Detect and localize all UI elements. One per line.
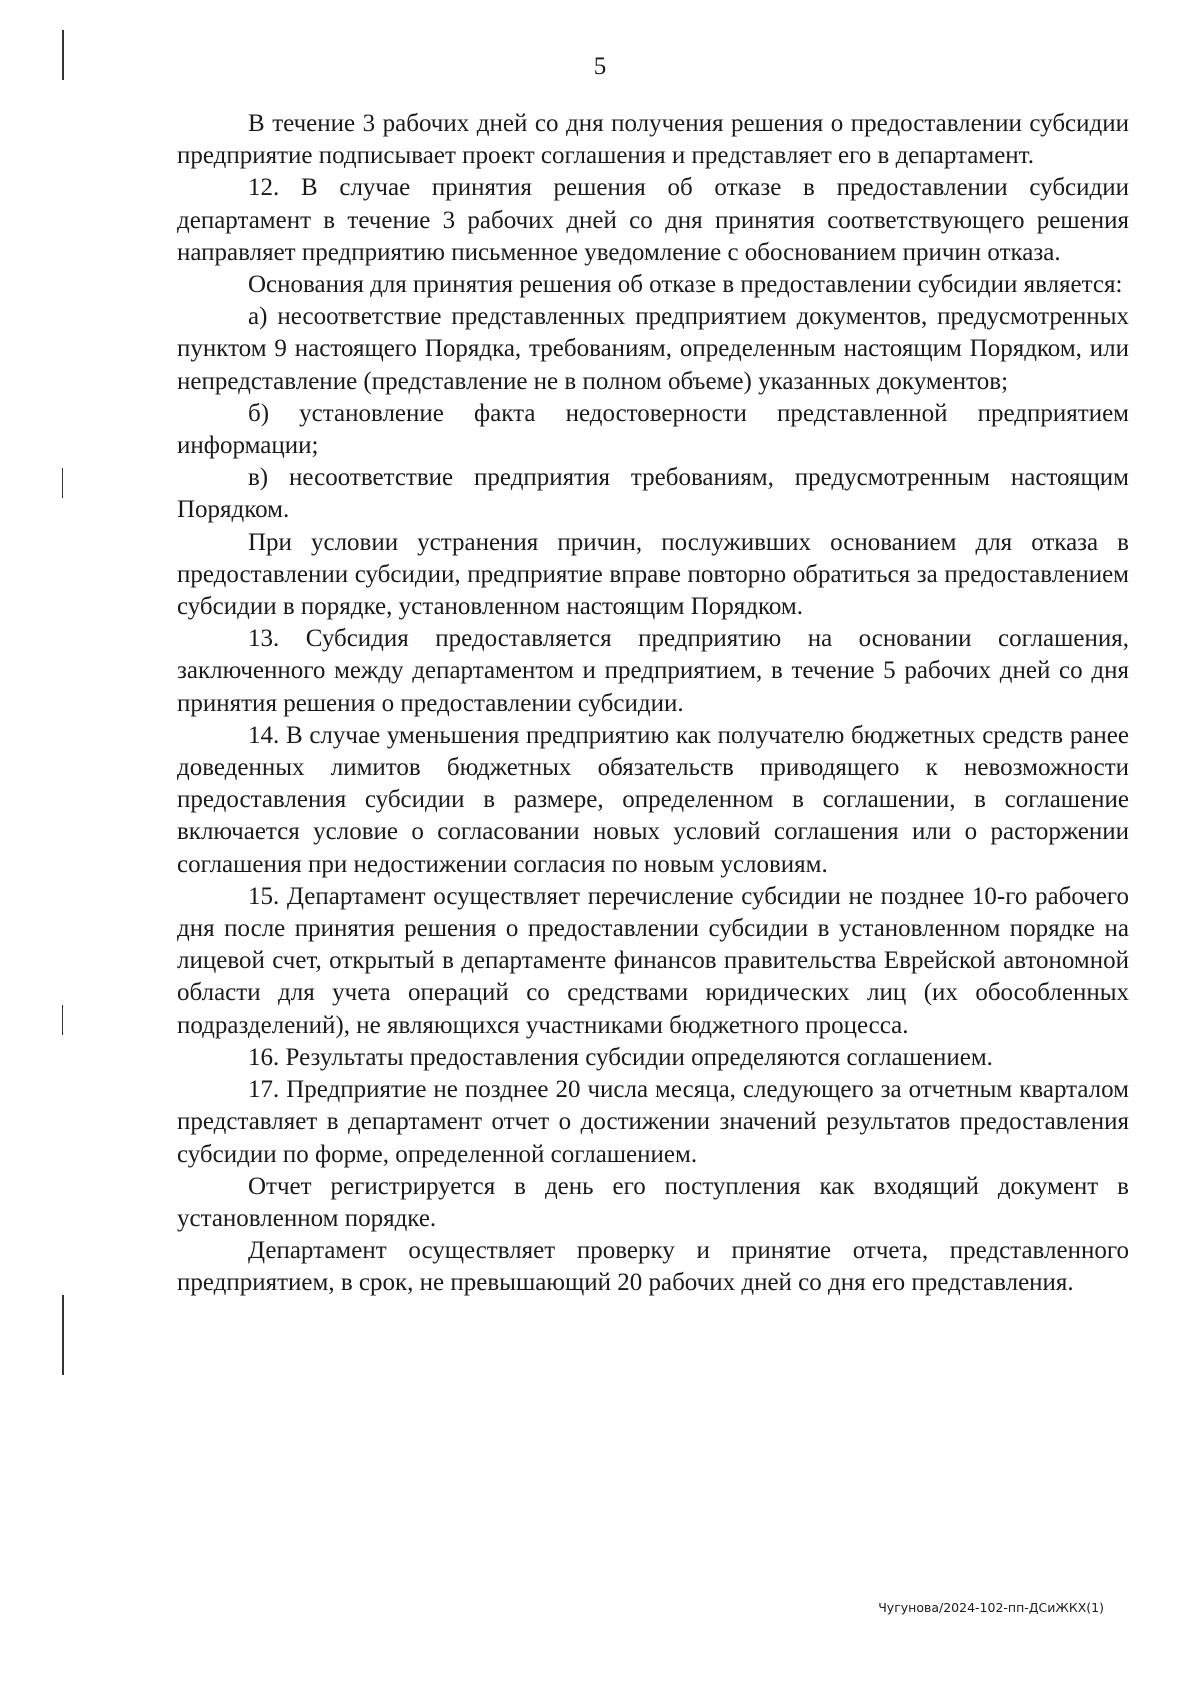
paragraph: При условии устранения причин, послуживших основанием для отказа в предоставлении субсидии, предприятие вправе повторно обратиться за предоставлением субсидии в порядке, установленном настоящим Порядком. <box>177 528 1129 621</box>
footer-reference: Чугунова/2024-102-пп-ДСиЖКХ(1) <box>878 1600 1104 1615</box>
scan-margin-mark <box>62 30 64 80</box>
paragraph: Отчет регистрируется в день его поступления как входящий документ в установленном порядке. <box>177 1172 1129 1232</box>
scan-margin-mark <box>62 1005 63 1035</box>
paragraph: 12. В случае принятия решения об отказе в предоставлении субсидии департамент в течение 3 рабочих дней со дня принятия соответствующего решения направляет предприятию письменное уведомление с обоснованием причин отказа. <box>177 174 1129 266</box>
paragraph: Основания для принятия решения об отказе в предоставлении субсидии является: <box>248 271 1123 299</box>
document-body <box>177 108 1129 1300</box>
paragraph: Департамент осуществляет проверку и принятие отчета, представленного предприятием, в срок, не превышающий 20 рабочих дней со дня его представления. <box>177 1237 1129 1297</box>
paragraph: 13. Субсидия предоставляется предприятию на основании соглашения, заключенного между департаментом и предприятием, в течение 5 рабочих дней со дня принятия решения о предоставлении субсидии. <box>177 625 1129 717</box>
paragraph: б) установление факта недостоверности представленной предприятием информации; <box>177 399 1129 460</box>
paragraph: 14. В случае уменьшения предприятию как получателю бюджетных средств ранее доведенных лимитов бюджетных обязательств приводящего к невозможности предоставления субсидии в размере, определенном в соглашении, в соглашение включается условие о согласовании новых условий соглашения или о расторжении соглашения при недостижении согласия по новым условиям. <box>177 721 1129 878</box>
paragraph: 17. Предприятие не позднее 20 числа месяца, следующего за отчетным кварталом представляет в департамент отчет о достижении значений результатов предоставления субсидии по форме, определенной соглашением. <box>177 1076 1129 1168</box>
paragraph: в) несоответствие предприятия требованиям, предусмотренным настоящим Порядком. <box>177 464 1129 524</box>
paragraph: В течение 3 рабочих дней со дня получения решения о предоставлении субсидии предприятие подписывает проект соглашения и представляет его в департамент. <box>177 110 1129 170</box>
scan-margin-mark <box>62 1295 64 1375</box>
paragraph: 16. Результаты предоставления субсидии определяются соглашением. <box>248 1043 993 1071</box>
paragraph: 15. Департамент осуществляет перечисление субсидии не позднее 10-го рабочего дня после принятия решения о предоставлении субсидии в установленном порядке на лицевой счет, открытый в департаменте финансов правительства Еврейской автономной области для учета операций со средствами юридических лиц (их обособленных подразделений), не являющихся участниками бюджетного процесса. <box>177 882 1129 1039</box>
scan-margin-mark <box>62 468 63 498</box>
paragraph: а) несоответствие представленных предприятием документов, предусмотренных пунктом 9 настоящего Порядка, требованиям, определенным настоящим Порядком, или непредставление (представление не в полном объеме) указанных документов; <box>177 303 1129 395</box>
page-number: 5 <box>593 53 607 80</box>
